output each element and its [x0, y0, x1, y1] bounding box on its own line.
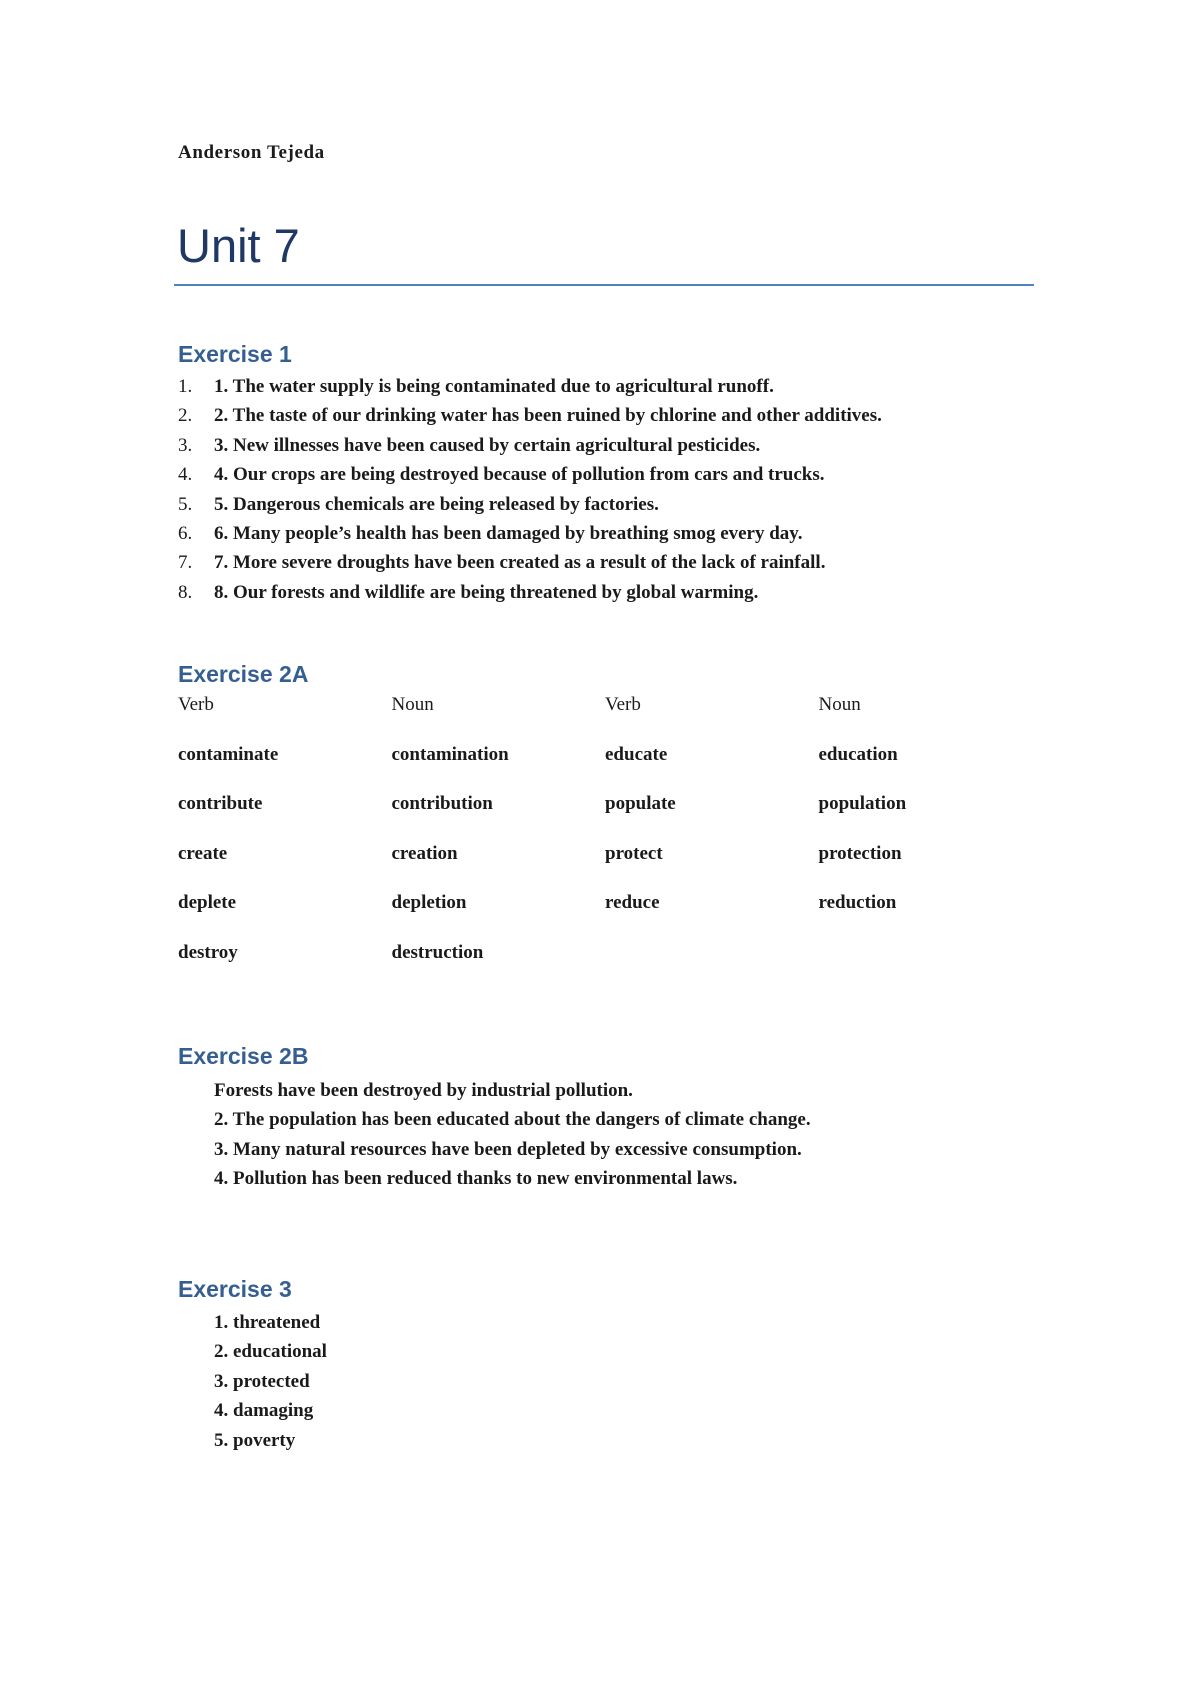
list-text: 6. Many people’s health has been damaged by breathing smog every day. — [214, 523, 803, 545]
list-number: 6. — [178, 523, 193, 545]
list-item: Forests have been destroyed by industrial pollution. — [214, 1080, 633, 1101]
table-row — [178, 842, 1032, 892]
column-header: Verb — [178, 694, 214, 715]
list-text: 3. New illnesses have been caused by certain agricultural pesticides. — [214, 434, 761, 456]
list-number: 3. — [178, 434, 193, 456]
table-cell — [605, 941, 819, 991]
list-item — [178, 372, 882, 401]
title-underline — [174, 284, 1034, 286]
table-cell: reduce — [605, 892, 660, 913]
list-item — [178, 548, 882, 577]
table-cell: education — [818, 743, 898, 765]
list-number: 7. — [178, 552, 193, 574]
list-text: 4. Our crops are being destroyed because of pollution from cars and trucks. — [214, 464, 825, 486]
table-cell: destroy — [178, 941, 238, 963]
verb-noun-table — [178, 693, 1032, 990]
table-cell: deplete — [178, 892, 237, 913]
list-number: 4. — [178, 464, 193, 486]
exercise-3-heading: Exercise 3 — [178, 1276, 292, 1302]
list-item: 4. damaging — [214, 1400, 314, 1422]
list-item: 4. Pollution has been reduced thanks to new environmental laws. — [214, 1168, 738, 1190]
table-header-row — [178, 693, 1032, 743]
table-cell — [819, 941, 1033, 991]
list-number: 8. — [178, 581, 193, 603]
column-header: Verb — [605, 694, 641, 715]
column-header: Noun — [818, 694, 861, 715]
table-cell: creation — [391, 842, 458, 864]
table-cell: reduction — [818, 892, 897, 913]
table-cell: create — [178, 842, 228, 864]
exercise-3-list — [214, 1308, 327, 1455]
table-cell: contamination — [391, 743, 509, 765]
table-cell: depletion — [391, 892, 467, 913]
list-number: 1. — [178, 376, 193, 397]
exercise-2a-heading: Exercise 2A — [178, 661, 309, 687]
list-item — [178, 490, 882, 519]
list-item: 2. The population has been educated about the dangers of climate change. — [214, 1109, 811, 1131]
list-item: 3. protected — [214, 1370, 310, 1392]
table-row — [178, 941, 1032, 991]
list-item: 1. threatened — [214, 1312, 321, 1333]
column-header: Noun — [391, 694, 434, 715]
list-item — [178, 578, 882, 607]
list-number: 2. — [178, 405, 193, 427]
author-name: Anderson Tejeda — [178, 142, 325, 163]
list-item: 3. Many natural resources have been depleted by excessive consumption. — [214, 1138, 802, 1160]
list-item: 5. poverty — [214, 1429, 296, 1451]
list-text: 7. More severe droughts have been created as a result of the lack of rainfall. — [214, 552, 826, 574]
list-item — [178, 519, 882, 548]
list-item — [178, 401, 882, 430]
table-row — [178, 891, 1032, 941]
exercise-1-heading: Exercise 1 — [178, 341, 292, 367]
table-cell: contribution — [391, 793, 493, 814]
table-cell: contribute — [178, 793, 263, 814]
list-text: 8. Our forests and wildlife are being threatened by global warming. — [214, 581, 759, 603]
exercise-1-list — [178, 372, 882, 607]
table-cell: protection — [818, 842, 902, 864]
page-title: Unit 7 — [177, 219, 300, 272]
table-row — [178, 792, 1032, 842]
list-item — [178, 431, 882, 460]
list-number: 5. — [178, 493, 193, 515]
table-cell: destruction — [391, 941, 484, 963]
table-cell: educate — [605, 743, 668, 765]
table-cell: contaminate — [178, 743, 279, 765]
table-cell: populate — [605, 793, 676, 814]
table-cell: protect — [605, 842, 663, 864]
list-text: 2. The taste of our drinking water has been ruined by chlorine and other additives. — [214, 405, 882, 427]
table-cell: population — [818, 793, 907, 814]
list-text: 5. Dangerous chemicals are being released by factories. — [214, 493, 659, 515]
exercise-2b-list — [214, 1076, 811, 1194]
table-row — [178, 743, 1032, 793]
list-text: 1. The water supply is being contaminated due to agricultural runoff. — [214, 376, 774, 397]
list-item: 2. educational — [214, 1341, 327, 1363]
exercise-2b-heading: Exercise 2B — [178, 1043, 309, 1069]
list-item — [178, 460, 882, 489]
